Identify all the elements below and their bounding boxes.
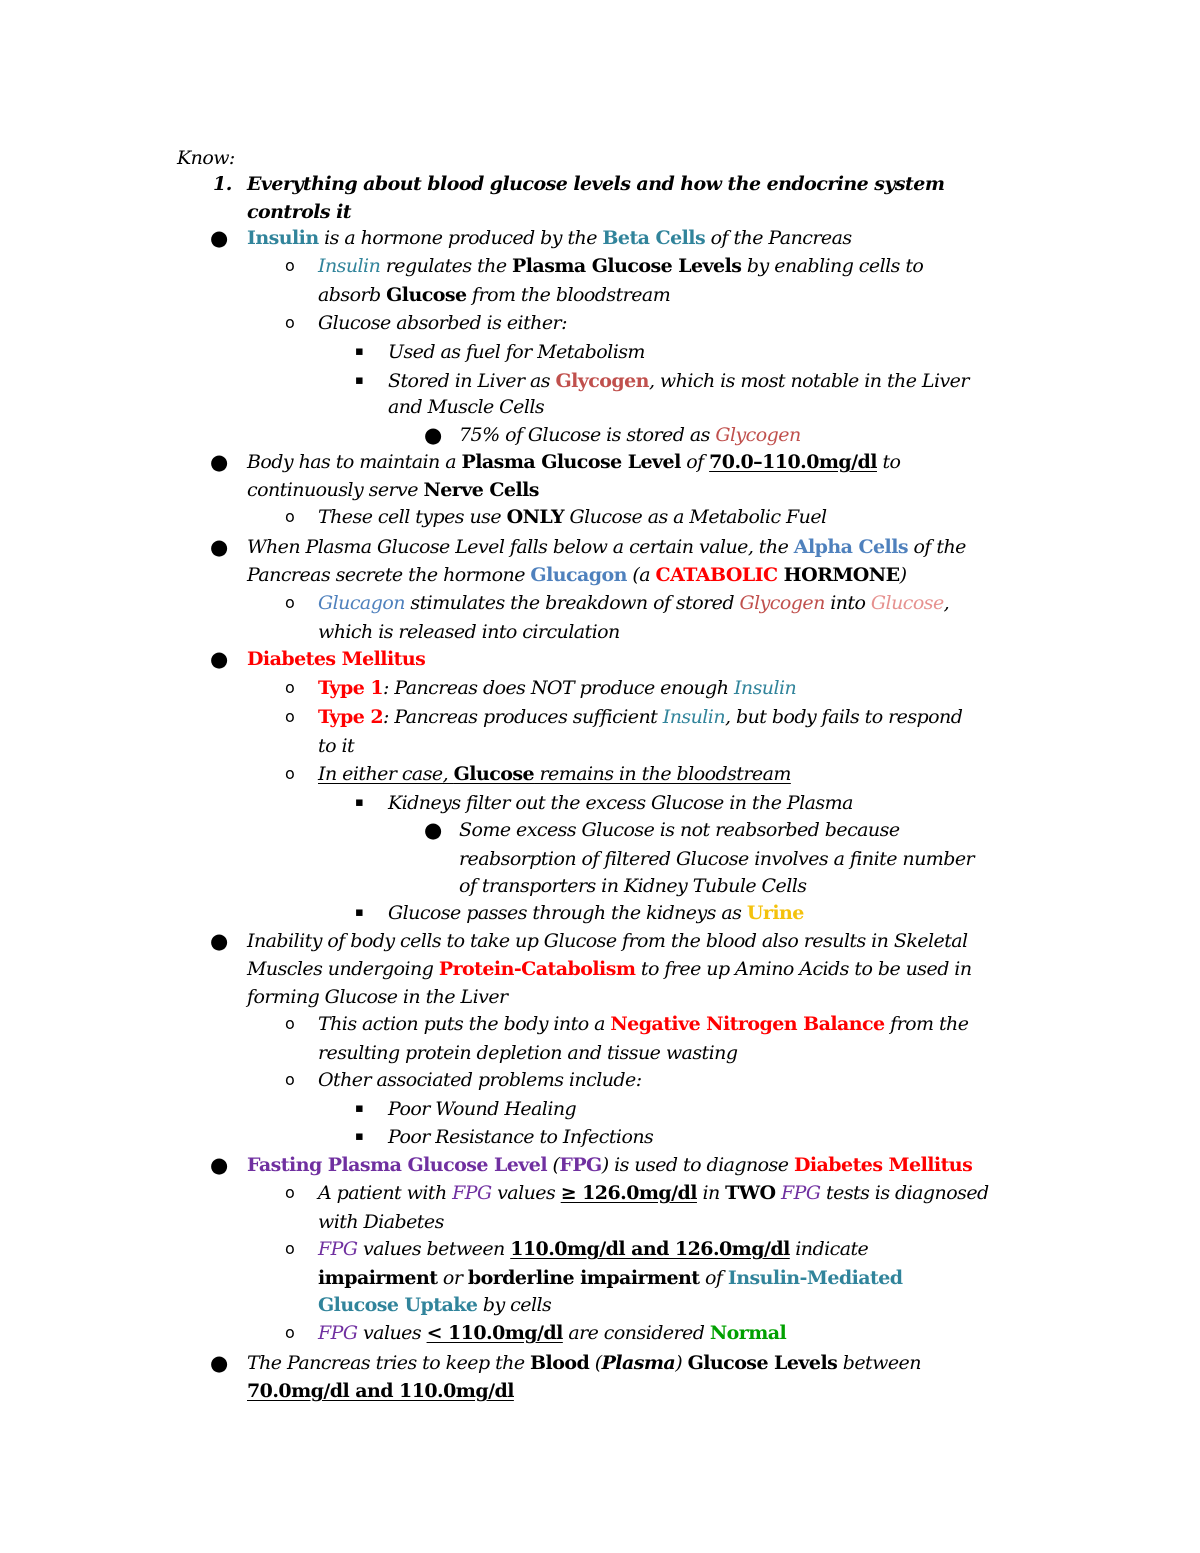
term-only: ONLY	[506, 506, 564, 528]
term-fpg: FPG	[318, 1322, 358, 1344]
bullet-icon: ●	[424, 818, 443, 842]
fpg-normal	[318, 1319, 786, 1347]
text: between	[837, 1352, 921, 1374]
term-normal: Normal	[709, 1322, 787, 1344]
text: ,	[943, 592, 950, 614]
stored-in-liver	[388, 367, 969, 395]
not-reabsorbed	[459, 816, 900, 844]
term-borderline-impairment: borderline impairment	[467, 1267, 700, 1289]
term-insulin: Insulin	[733, 677, 797, 699]
term-nerve-cells: Nerve Cells	[423, 479, 539, 501]
text: A patient with	[318, 1182, 453, 1204]
term-glycogen: Glycogen	[555, 370, 649, 392]
square-bullet-icon: ▪	[355, 1129, 364, 1144]
text: In either case,	[318, 763, 454, 785]
term-insulin: Insulin	[318, 255, 381, 277]
text: Body has to maintain a	[247, 451, 462, 473]
text: Glucose absorbed is either:	[318, 312, 567, 334]
term-insulin-mediated: Insulin-Mediated	[727, 1267, 903, 1289]
text: of the	[908, 536, 966, 558]
not-reabsorbed-cont2	[459, 872, 806, 900]
text: Poor Resistance to Infections	[388, 1126, 654, 1148]
fpg-between-cont	[318, 1264, 903, 1292]
fpg-diagnose	[247, 1151, 972, 1179]
text: (	[547, 1154, 560, 1176]
text: to free up Amino Acids to be used in	[635, 958, 972, 980]
bullet-icon: ●	[210, 1351, 229, 1375]
type-2-cont	[318, 732, 354, 760]
text: ) is used to diagnose	[601, 1154, 794, 1176]
text: values	[357, 1322, 427, 1344]
text: When Plasma Glucose Level falls below a certain value, the	[247, 536, 794, 558]
term-glycogen: Glycogen	[715, 424, 801, 446]
text: to	[876, 451, 901, 473]
text: and Muscle Cells	[388, 396, 545, 418]
text: values between	[357, 1238, 511, 1260]
diabetes-mellitus	[247, 645, 425, 673]
item1-line2	[247, 198, 351, 226]
text: (	[589, 1352, 602, 1374]
only-glucose	[318, 503, 827, 531]
insulin-bullet	[247, 224, 852, 252]
text: Muscles undergoing	[247, 958, 439, 980]
text: : Pancreas does NOT produce enough	[383, 677, 734, 699]
term-plasma-glucose-level: Plasma Glucose Level	[461, 451, 681, 473]
circle-bullet-icon: o	[285, 764, 295, 783]
text: Used as fuel for Metabolism	[388, 341, 645, 363]
text: )	[675, 1352, 688, 1374]
term-plasma: Plasma	[601, 1352, 676, 1374]
term-fpg: FPG	[559, 1154, 602, 1176]
urine	[388, 899, 804, 927]
term-hormone: HORMONE	[777, 564, 900, 586]
term-glucose-uptake: Glucose Uptake	[318, 1294, 478, 1316]
text: of the Pancreas	[705, 227, 852, 249]
alpha-cells	[247, 533, 966, 561]
circle-bullet-icon: o	[285, 313, 295, 332]
kidneys-filter	[388, 789, 853, 817]
text: or	[437, 1267, 468, 1289]
text: with Diabetes	[318, 1211, 444, 1233]
square-bullet-icon: ▪	[355, 344, 364, 359]
text: , which is most notable in the Liver	[648, 370, 969, 392]
term-fpg: FPG	[781, 1182, 821, 1204]
text: values	[491, 1182, 561, 1204]
circle-bullet-icon: o	[285, 593, 295, 612]
term-glucose: Glucose	[870, 592, 944, 614]
text: These cell types use	[318, 506, 507, 528]
term-glucagon: Glucagon	[318, 592, 405, 614]
text: Stored in Liver as	[388, 370, 556, 392]
text: forming Glucose in the Liver	[247, 986, 508, 1008]
term-urine: Urine	[746, 902, 804, 924]
term-fpg: FPG	[452, 1182, 492, 1204]
term-beta-cells: Beta Cells	[602, 227, 706, 249]
inability	[247, 927, 968, 955]
text: Some excess Glucose is not reabsorbed because	[459, 819, 900, 841]
text: indicate	[789, 1238, 869, 1260]
poor-wound-healing	[388, 1095, 576, 1123]
range-110-126: 110.0mg/dl and 126.0mg/dl	[510, 1238, 790, 1260]
text: by cells	[477, 1294, 552, 1316]
text: tests is diagnosed	[820, 1182, 989, 1204]
term-insulin: Insulin	[662, 706, 726, 728]
bullet-icon: ●	[210, 226, 229, 250]
other-problems	[318, 1066, 642, 1094]
text: in	[696, 1182, 726, 1204]
term-glycogen: Glycogen	[739, 592, 825, 614]
text: remains in the bloodstream	[534, 763, 791, 785]
text: : Pancreas produces sufficient	[383, 706, 663, 728]
bullet-icon: ●	[210, 450, 229, 474]
text: Other associated problems include:	[318, 1069, 642, 1091]
text: reabsorption of filtered Glucose involves a finite number	[459, 848, 975, 870]
term-plasma-glucose-levels: Plasma Glucose Levels	[512, 255, 742, 277]
term-alpha-cells: Alpha Cells	[793, 536, 909, 558]
term-diabetes-mellitus: Diabetes Mellitus	[793, 1154, 973, 1176]
circle-bullet-icon: o	[285, 1239, 295, 1258]
text: continuously serve	[247, 479, 424, 501]
fpg-126-cont	[318, 1208, 444, 1236]
fpg-126	[318, 1179, 989, 1207]
term-type-2: Type 2	[318, 706, 383, 728]
circle-bullet-icon: o	[285, 1014, 295, 1033]
term-fasting-plasma-glucose-level: Fasting Plasma Glucose Level	[247, 1154, 548, 1176]
either-case	[318, 760, 791, 788]
circle-bullet-icon: o	[285, 678, 295, 697]
text: by enabling cells to	[741, 255, 924, 277]
text: of	[699, 1267, 728, 1289]
bullet-icon: ●	[210, 929, 229, 953]
fpg-between-cont2	[318, 1291, 551, 1319]
text: , but body fails to respond	[725, 706, 963, 728]
insulin-regulates-cont	[318, 281, 670, 309]
text: of	[680, 451, 710, 473]
type-2	[318, 703, 962, 731]
text: Pancreas secrete the hormone	[247, 564, 531, 586]
maintain-level	[247, 448, 900, 476]
glucagon-stimulates-cont	[318, 618, 620, 646]
type-1	[318, 674, 796, 702]
term-blood: Blood	[530, 1352, 590, 1374]
nitrogen-balance	[318, 1010, 968, 1038]
text: absorb	[318, 284, 387, 306]
text: stimulates the breakdown of stored	[404, 592, 740, 614]
alpha-cells-cont	[247, 561, 906, 589]
term-two: TWO	[725, 1182, 776, 1204]
bullet-icon: ●	[424, 423, 443, 447]
term-fpg: FPG	[318, 1238, 358, 1260]
poor-resistance	[388, 1123, 653, 1151]
text: Inability of body cells to take up Glucose from the blood also results in Skeletal	[247, 930, 968, 952]
glucose-range: 70.0–110.0mg/dl	[709, 451, 877, 473]
square-bullet-icon: ▪	[355, 795, 364, 810]
square-bullet-icon: ▪	[355, 373, 364, 388]
item1-text-cont: controls it	[247, 201, 351, 223]
heading	[177, 144, 235, 172]
term-catabolic: CATABOLIC	[655, 564, 778, 586]
term-glucose: Glucose	[386, 284, 467, 306]
nitrogen-balance-cont	[318, 1039, 737, 1067]
glucose-absorbed	[318, 309, 567, 337]
inability-cont	[247, 955, 972, 983]
term-negative-nitrogen-balance: Negative Nitrogen Balance	[610, 1013, 885, 1035]
term-type-1: Type 1	[318, 677, 383, 699]
term-glucose-levels: Glucose Levels	[687, 1352, 838, 1374]
term-diabetes-mellitus: Diabetes Mellitus	[247, 648, 426, 670]
term-protein-catabolism: Protein-Catabolism	[438, 958, 636, 980]
circle-bullet-icon: o	[285, 1070, 295, 1089]
heading-text: Know:	[177, 147, 235, 169]
text: Poor Wound Healing	[388, 1098, 577, 1120]
pancreas-keeps	[247, 1349, 921, 1377]
threshold-126: ≥ 126.0mg/dl	[560, 1182, 697, 1204]
text: of transporters in Kidney Tubule Cells	[459, 875, 807, 897]
circle-bullet-icon: o	[285, 1183, 295, 1202]
inability-cont2	[247, 983, 508, 1011]
circle-bullet-icon: o	[285, 1323, 295, 1342]
text: regulates the	[380, 255, 513, 277]
text: This action puts the body into a	[318, 1013, 611, 1035]
item1-text: Everything about blood glucose levels and how the endocrine system	[247, 173, 945, 195]
text: from the	[884, 1013, 969, 1035]
circle-bullet-icon: o	[285, 256, 295, 275]
term-insulin: Insulin	[247, 227, 319, 249]
square-bullet-icon: ▪	[355, 1101, 364, 1116]
item1-line1	[247, 170, 944, 198]
list-number: 1.	[213, 173, 232, 195]
text: is a hormone produced by the	[318, 227, 603, 249]
maintain-level-cont	[247, 476, 539, 504]
threshold-110: < 110.0mg/dl	[426, 1322, 563, 1344]
text: to it	[318, 735, 355, 757]
pancreas-keeps-cont	[247, 1377, 514, 1405]
text: (a	[626, 564, 656, 586]
text: which is released into circulation	[318, 621, 620, 643]
stored-in-liver-cont	[388, 393, 544, 421]
not-reabsorbed-cont	[459, 845, 974, 873]
text: Kidneys filter out the excess Glucose in the Plasma	[388, 792, 853, 814]
text: )	[899, 564, 907, 586]
seventy-five-percent	[459, 421, 801, 449]
square-bullet-icon: ▪	[355, 905, 364, 920]
term-glucose: Glucose	[453, 763, 535, 785]
insulin-regulates	[318, 252, 923, 280]
text: are considered	[562, 1322, 710, 1344]
glucagon-stimulates	[318, 589, 949, 617]
bullet-icon: ●	[210, 1153, 229, 1177]
text: into	[824, 592, 871, 614]
term-impairment: impairment	[318, 1267, 438, 1289]
term-glucagon: Glucagon	[530, 564, 627, 586]
fpg-between	[318, 1235, 868, 1263]
text: The Pancreas tries to keep the	[247, 1352, 531, 1374]
text: 75% of Glucose is stored as	[459, 424, 716, 446]
circle-bullet-icon: o	[285, 707, 295, 726]
text: resulting protein depletion and tissue wasting	[318, 1042, 738, 1064]
circle-bullet-icon: o	[285, 507, 295, 526]
bullet-icon: ●	[210, 647, 229, 671]
text: Glucose passes through the kidneys as	[388, 902, 747, 924]
text: from the bloodstream	[466, 284, 671, 306]
text: Glucose as a Metabolic Fuel	[564, 506, 827, 528]
bullet-icon: ●	[210, 535, 229, 559]
used-as-fuel	[388, 338, 645, 366]
range-70-110: 70.0mg/dl and 110.0mg/dl	[247, 1380, 514, 1402]
